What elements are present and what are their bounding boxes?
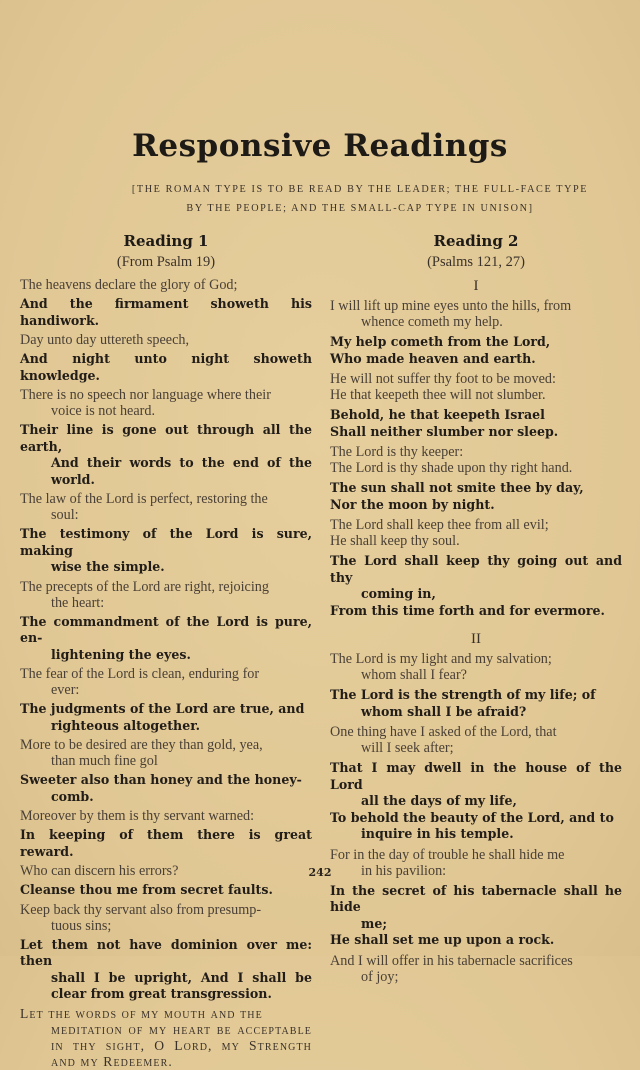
verse-continuation: righteous altogether. [51, 717, 201, 733]
reading-1-column [20, 230, 312, 1070]
verse-people [20, 827, 312, 860]
verse-continuation: shall I be upright, And I shall be clear from great transgression. [51, 969, 312, 1001]
verse-leader [330, 298, 622, 330]
verse-line: Their line is gone out through all the earth, [20, 422, 312, 454]
verse-continuation: ever: [51, 682, 80, 698]
verse-people [20, 701, 312, 734]
verse-line: The fear of the Lord is clean, enduring for [20, 666, 260, 682]
verse-line: Shall neither slumber nor sleep. [330, 423, 559, 439]
verse-line: And night unto night showeth knowledge. [20, 351, 312, 383]
verse-continuation: whence cometh my help. [361, 314, 503, 330]
verse-continuation: coming in, [361, 586, 436, 601]
verse-continuation: tuous sins; [51, 917, 112, 934]
verse-line: The Lord shall keep thee from all evil; [330, 517, 549, 533]
verse-continuation: than much fine gol [51, 753, 158, 769]
verse-continuation: inquire in his temple. [361, 826, 514, 841]
verse-people [330, 883, 622, 949]
verse-line: One thing have I asked of the Lord, that [330, 724, 557, 740]
verse-continuation: wise the simple. [51, 559, 165, 574]
verse-continuation: in his pavilion: [361, 862, 447, 879]
verse-people [330, 760, 622, 843]
verse-people [20, 937, 312, 1003]
reading-1-title: Reading 1 [123, 232, 209, 250]
verse-leader [330, 444, 622, 476]
verse-leader [330, 953, 622, 985]
verse-continuation: the heart: [51, 594, 105, 611]
verse-leader [330, 517, 622, 549]
verse-continuation: of joy; [361, 968, 399, 985]
verse-line: He that keepeth thee will not slumber. [330, 387, 546, 403]
verse-people [20, 614, 312, 664]
verse-line: The Lord is my light and my salvation; [330, 651, 552, 667]
reading-1-source: (From Psalm 19) [116, 254, 216, 270]
reading-2-source: (Psalms 121, 27) [427, 254, 525, 270]
verse-line: The law of the Lord is perfect, restoring the [20, 491, 268, 507]
verse-line: Who can discern his errors? [20, 863, 179, 879]
verse-line: Let the words of my mouth and the [20, 1005, 263, 1021]
verse-line: There is no speech nor language where their [20, 387, 271, 403]
reading-2-title: Reading 2 [433, 232, 519, 250]
verse-line: Behold, he that keepeth Israel [330, 407, 545, 422]
verse-people [330, 407, 622, 440]
verse-line: The sun shall not smite thee by day, [330, 480, 584, 495]
verse-line: From this time forth and for evermore. [330, 602, 605, 618]
section-numeral-2: II [471, 631, 481, 647]
verse-leader [20, 387, 312, 419]
verse-line: My help cometh from the Lord, [330, 334, 551, 349]
verse-line: The Lord is thy shade upon thy right hand. [330, 460, 573, 476]
verse-line: The testimony of the Lord is sure, making [20, 526, 312, 558]
verse-leader [20, 579, 312, 611]
verse-continuation: whom shall I fear? [361, 667, 467, 683]
verse-leader [330, 724, 622, 756]
verse-line: He shall keep thy soul. [330, 533, 460, 549]
verse-leader [330, 371, 622, 403]
section-numeral-1: I [473, 278, 479, 294]
verse-line: The Lord shall keep thy going out and thy [330, 553, 622, 585]
verse-line: In the secret of his tabernacle shall he hide [330, 882, 622, 914]
verse-line: Sweeter also than honey and the honey- [20, 772, 302, 787]
verse-line: Who made heaven and earth. [330, 350, 536, 366]
verse-line: In keeping of them there is great reward. [20, 827, 312, 859]
verse-line: The commandment of the Lord is pure, en- [20, 613, 312, 645]
verse-line: And I will offer in his tabernacle sacrifices [330, 952, 573, 969]
verse-people [330, 480, 622, 513]
verse-leader [20, 666, 312, 698]
verse-continuation: soul: [51, 507, 79, 523]
verse-unison [20, 1006, 312, 1070]
verse-line: Cleanse thou me from secret faults. [20, 882, 273, 897]
verse-people [20, 526, 312, 576]
verse-people [20, 772, 312, 805]
reading-2-section-2-verses [330, 651, 622, 985]
verse-leader [20, 808, 312, 824]
reading-1-verses [20, 277, 312, 1070]
verse-people [20, 351, 312, 384]
verse-line: The judgments of the Lord are true, and [20, 701, 305, 716]
verse-line: To behold the beauty of the Lord, and to [330, 809, 614, 825]
verse-continuation: comb. [51, 788, 94, 804]
verse-continuation: will I seek after; [361, 740, 454, 756]
reading-instructions: [THE ROMAN TYPE IS TO BE READ BY THE LEADER; THE FULL-FACE TYPE BY THE PEOPLE; AND THE SMALL-CAP TYPE IN UNISON] [131, 184, 589, 214]
verse-people [20, 882, 312, 899]
verse-people [330, 553, 622, 619]
verse-continuation: me; [361, 915, 387, 931]
verse-line: And the firmament showeth his handiwork. [20, 296, 312, 328]
verse-leader [20, 491, 312, 523]
verse-leader [20, 902, 312, 934]
verse-line: Day unto day uttereth speech, [20, 332, 190, 348]
verse-continuation: meditation of my heart be acceptable in thy sight, O Lord, my Strength and my Redeemer. [51, 1021, 312, 1069]
verse-line: He will not suffer thy foot to be moved: [330, 371, 556, 387]
verse-continuation: voice is not heard. [51, 403, 156, 419]
verse-line: The Lord is the strength of my life; of [330, 687, 596, 702]
verse-continuation: whom shall I be afraid? [361, 703, 527, 719]
verse-line: That I may dwell in the house of the Lord [330, 760, 622, 792]
verse-line: He shall set me up upon a rock. [330, 932, 555, 947]
verse-line: For in the day of trouble he shall hide me [330, 846, 565, 863]
verse-line: I will lift up mine eyes unto the hills, from [330, 298, 572, 314]
verse-people [330, 334, 622, 367]
reading-2-section-1-verses [330, 298, 622, 619]
verse-line: The heavens declare the glory of God; [20, 277, 238, 293]
verse-continuation: lightening the eyes. [51, 646, 191, 662]
verse-leader [20, 737, 312, 769]
verse-line: The Lord is thy keeper: [330, 444, 464, 460]
verse-line: The precepts of the Lord are right, rejoicing [20, 578, 269, 595]
verse-line: Keep back thy servant also from presump- [20, 901, 262, 918]
page-title: Responsive Readings [132, 128, 508, 164]
verse-leader [330, 651, 622, 683]
verse-leader [20, 332, 312, 348]
verse-line: Let them not have dominion over me: then [20, 936, 312, 968]
verse-people [20, 422, 312, 488]
verse-line: Nor the moon by night. [330, 496, 495, 512]
verse-people [20, 296, 312, 329]
verse-people [330, 687, 622, 720]
page-number: 242 [308, 866, 332, 879]
verse-line: More to be desired are they than gold, yea, [20, 737, 263, 753]
verse-continuation: all the days of my life, [361, 793, 517, 808]
verse-line: Moreover by them is thy servant warned: [20, 808, 255, 824]
verse-continuation: And their words to the end of the world. [51, 455, 312, 487]
verse-leader [20, 277, 312, 293]
